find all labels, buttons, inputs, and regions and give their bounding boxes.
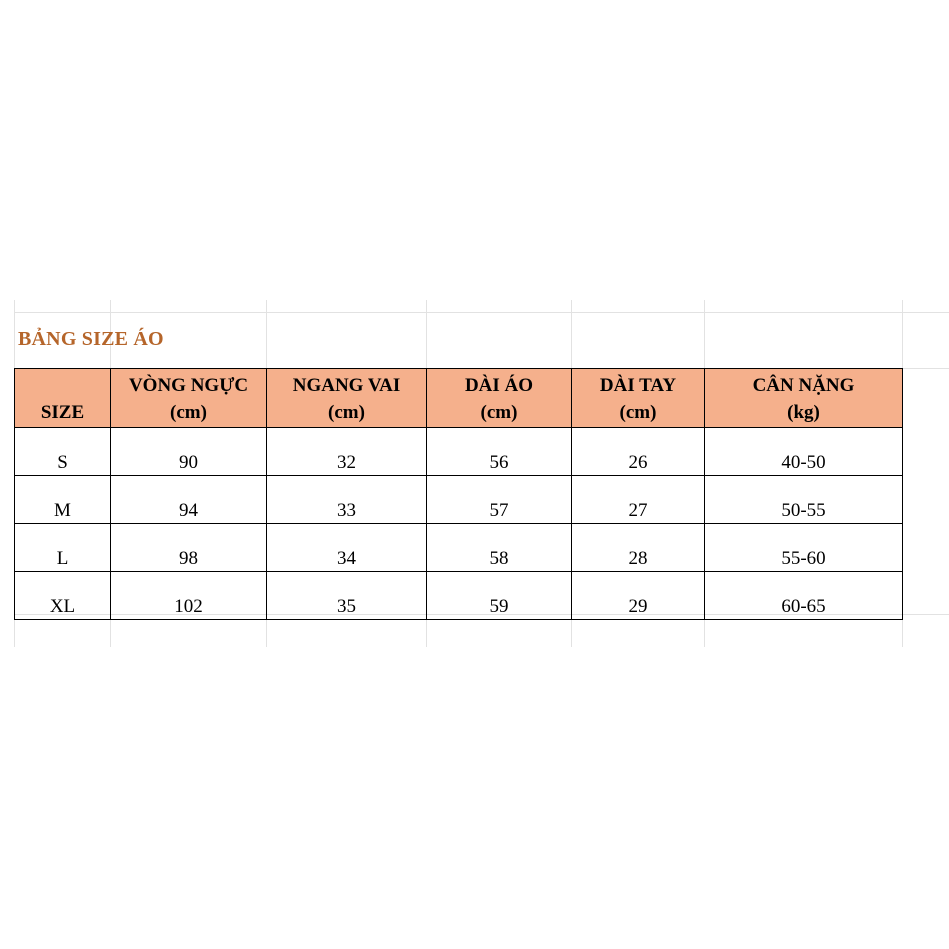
cell-length[interactable]: 57 bbox=[427, 476, 572, 524]
cell-weight[interactable]: 40-50 bbox=[705, 428, 903, 476]
cell-shoulder[interactable]: 34 bbox=[267, 524, 427, 572]
cell-length[interactable]: 59 bbox=[427, 572, 572, 620]
cell-weight[interactable]: 50-55 bbox=[705, 476, 903, 524]
header-length[interactable] bbox=[427, 369, 572, 428]
table-row bbox=[15, 572, 903, 620]
cell-length[interactable]: 56 bbox=[427, 428, 572, 476]
cell-shoulder[interactable]: 33 bbox=[267, 476, 427, 524]
header-unit: (cm) bbox=[328, 402, 365, 423]
header-unit: SIZE bbox=[40, 402, 85, 423]
header-sleeve[interactable] bbox=[572, 369, 705, 428]
cell-size[interactable]: S bbox=[15, 428, 111, 476]
header-unit: (cm) bbox=[619, 402, 657, 423]
cell-chest[interactable]: 90 bbox=[111, 428, 267, 476]
cell-weight[interactable]: 60-65 bbox=[705, 572, 903, 620]
table-title: BẢNG SIZE ÁO bbox=[18, 328, 164, 350]
header-shoulder[interactable] bbox=[267, 369, 427, 428]
cell-sleeve[interactable]: 26 bbox=[572, 428, 705, 476]
cell-chest[interactable]: 94 bbox=[111, 476, 267, 524]
header-label: DÀI ÁO bbox=[464, 375, 534, 396]
cell-shoulder[interactable]: 35 bbox=[267, 572, 427, 620]
header-unit: (cm) bbox=[480, 402, 518, 423]
header-row bbox=[15, 369, 903, 428]
header-label: VÒNG NGỰC bbox=[128, 375, 249, 396]
cell-size[interactable]: M bbox=[15, 476, 111, 524]
gridline bbox=[14, 312, 949, 313]
cell-chest[interactable]: 98 bbox=[111, 524, 267, 572]
size-chart-table bbox=[14, 368, 903, 620]
cell-length[interactable]: 58 bbox=[427, 524, 572, 572]
header-chest[interactable] bbox=[111, 369, 267, 428]
header-weight[interactable] bbox=[705, 369, 903, 428]
cell-sleeve[interactable]: 28 bbox=[572, 524, 705, 572]
cell-shoulder[interactable]: 32 bbox=[267, 428, 427, 476]
header-label: NGANG VAI bbox=[292, 375, 401, 396]
cell-size[interactable]: L bbox=[15, 524, 111, 572]
cell-sleeve[interactable]: 29 bbox=[572, 572, 705, 620]
cell-size[interactable]: XL bbox=[15, 572, 111, 620]
header-unit: (kg) bbox=[787, 402, 820, 423]
cell-chest[interactable]: 102 bbox=[111, 572, 267, 620]
header-label: CÂN NẶNG bbox=[752, 375, 855, 396]
cell-weight[interactable]: 55-60 bbox=[705, 524, 903, 572]
cell-sleeve[interactable]: 27 bbox=[572, 476, 705, 524]
table-row bbox=[15, 524, 903, 572]
header-size[interactable] bbox=[15, 369, 111, 428]
header-label: DÀI TAY bbox=[599, 375, 677, 396]
table-row bbox=[15, 428, 903, 476]
header-unit: (cm) bbox=[170, 402, 207, 423]
table-row bbox=[15, 476, 903, 524]
